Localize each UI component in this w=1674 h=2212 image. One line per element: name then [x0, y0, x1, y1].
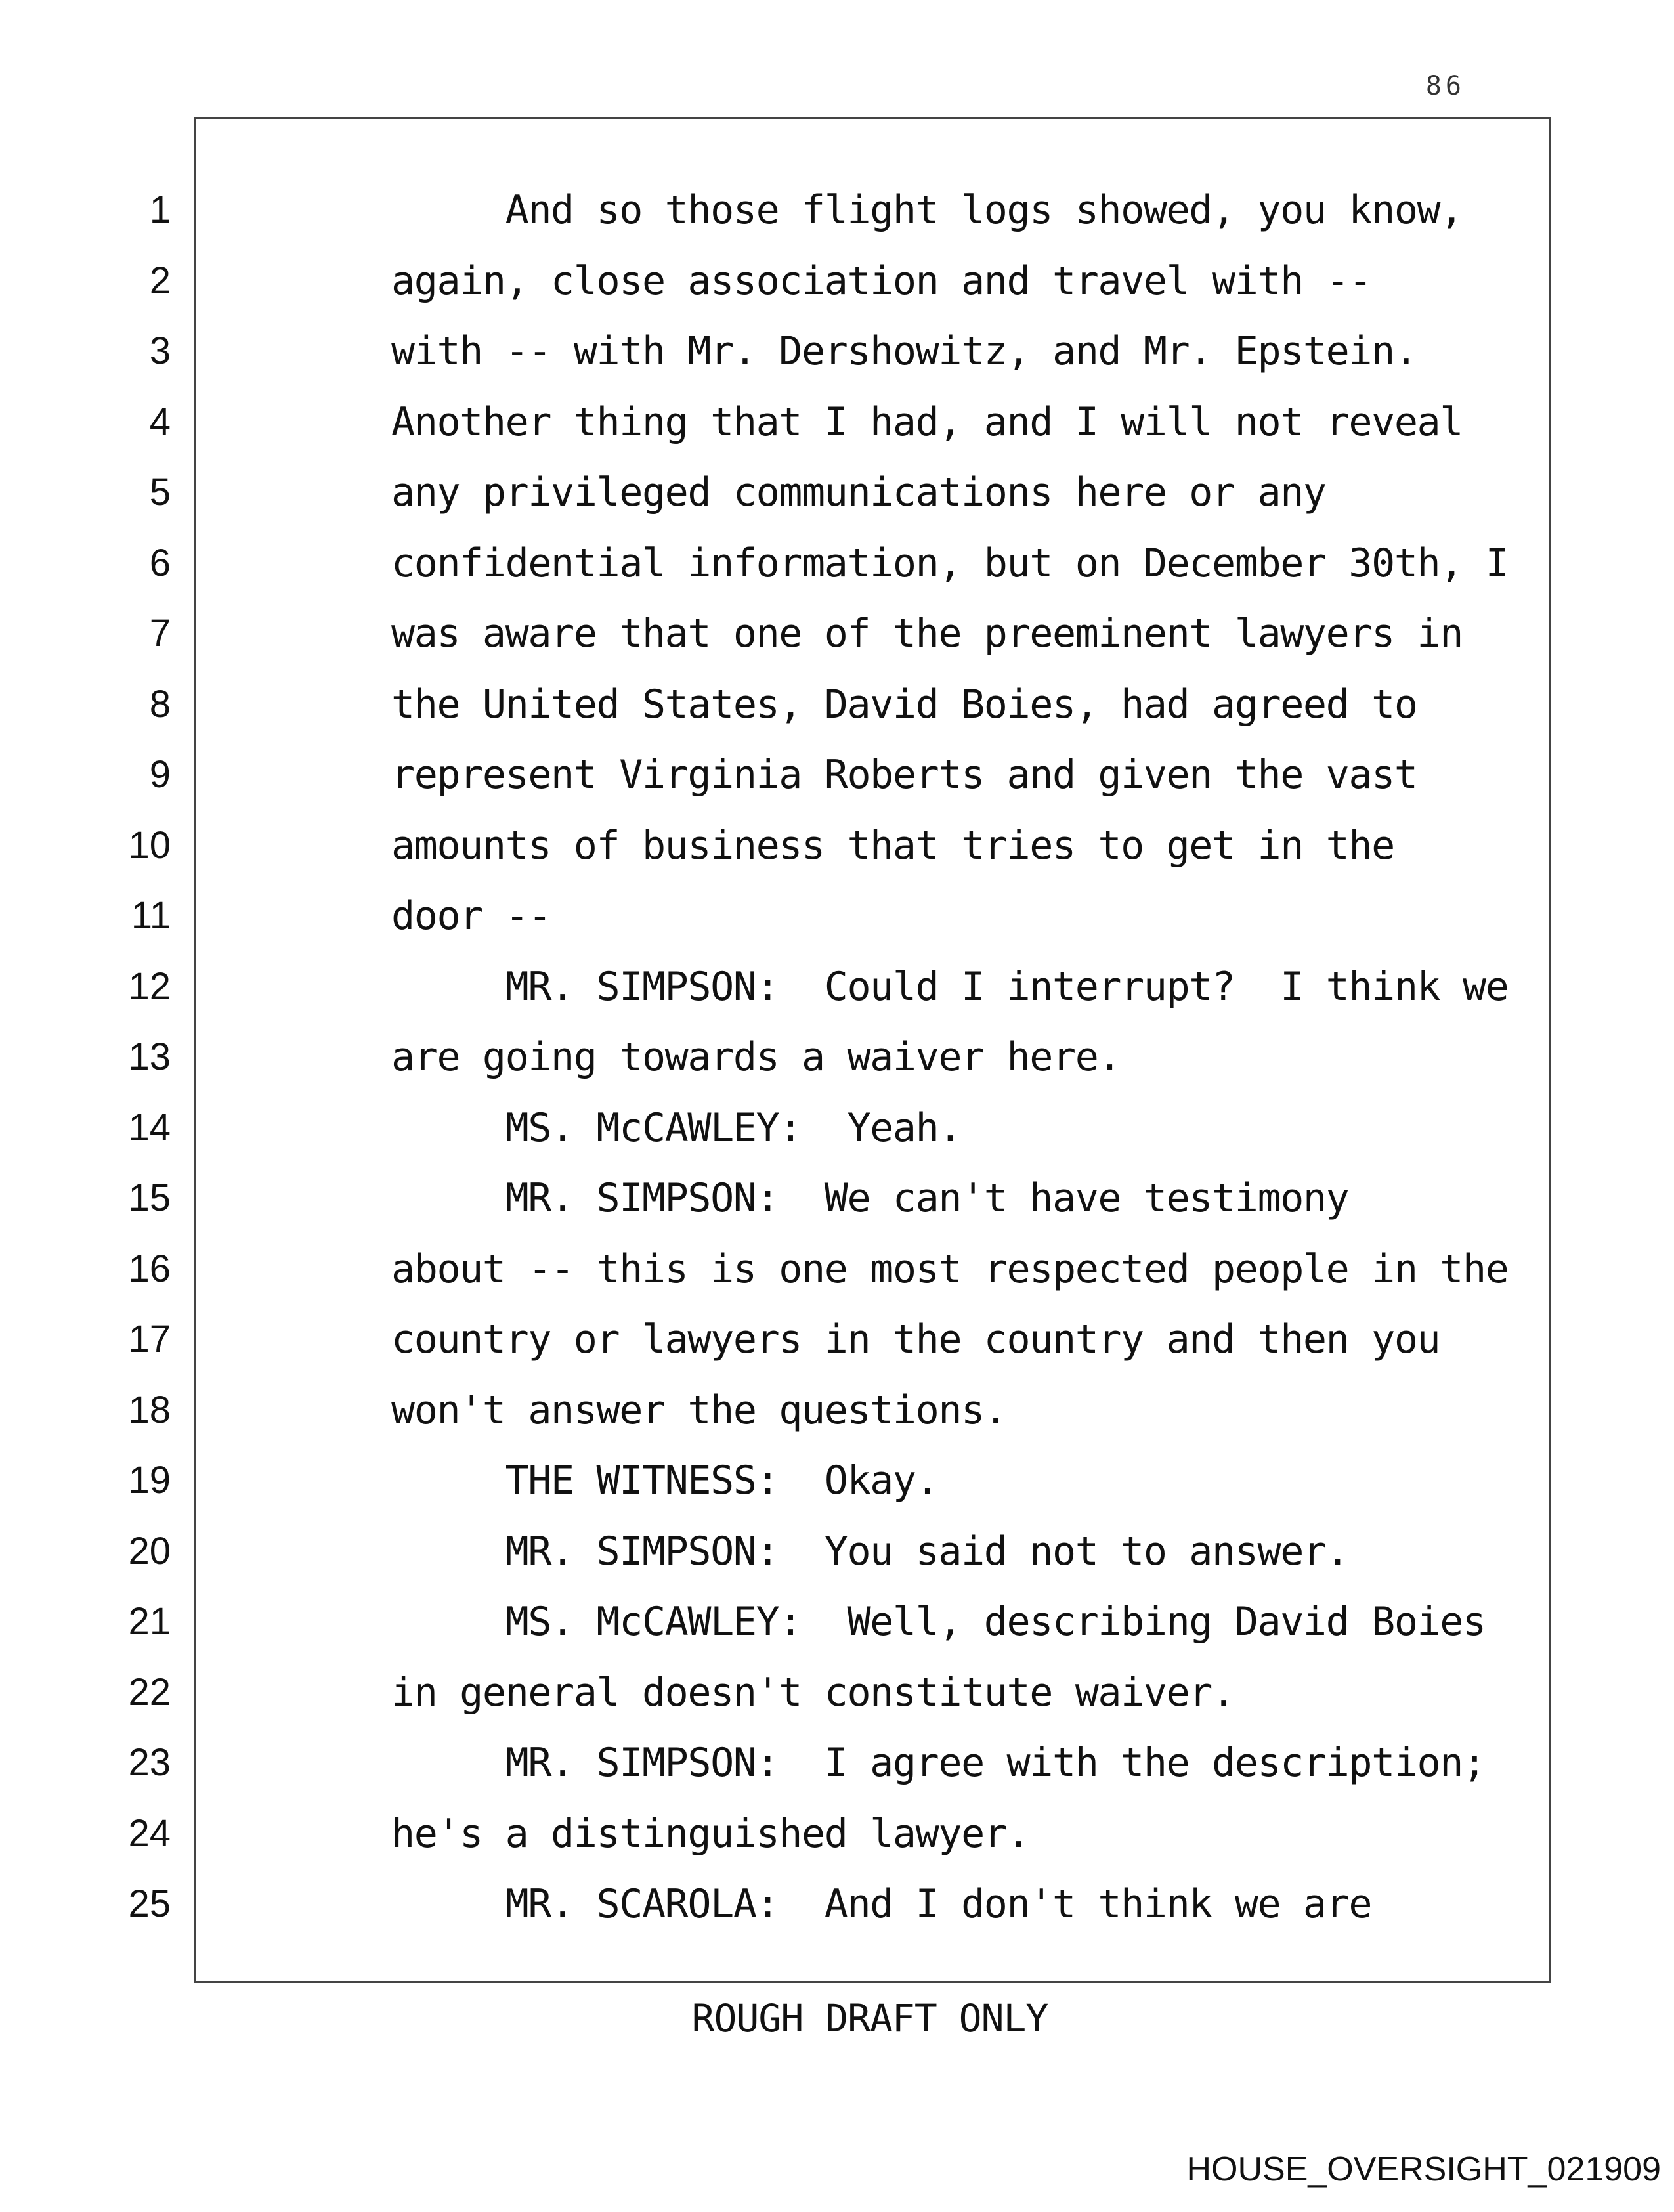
- line-number: 21: [128, 1600, 171, 1643]
- line-number: 1: [149, 188, 171, 231]
- line-number: 13: [128, 1035, 171, 1078]
- transcript-line: any privileged communications here or any: [391, 469, 1326, 515]
- transcript-line: was aware that one of the preeminent lawyers in: [391, 611, 1463, 657]
- line-number: 9: [149, 753, 171, 796]
- transcript-text: [391, 179, 1534, 1943]
- line-number: 11: [131, 894, 171, 937]
- line-number: 19: [128, 1459, 171, 1502]
- transcript-line: MR. SIMPSON: Could I interrupt? I think we: [391, 963, 1509, 1010]
- line-number: 10: [128, 823, 171, 867]
- transcript-line: with -- with Mr. Dershowitz, and Mr. Epstein.: [391, 328, 1417, 374]
- line-number: 23: [128, 1741, 171, 1784]
- transcript-line: he's a distinguished lawyer.: [391, 1810, 1030, 1857]
- transcript-line: MR. SIMPSON: You said not to answer.: [391, 1528, 1349, 1574]
- line-number: 8: [149, 682, 171, 726]
- transcript-line: confidential information, but on December 30th, I: [391, 540, 1509, 586]
- transcript-line: amounts of business that tries to get in the: [391, 822, 1394, 869]
- line-number: 20: [128, 1529, 171, 1572]
- transcript-line: country or lawyers in the country and then you: [391, 1316, 1440, 1362]
- transcript-line: MR. SCAROLA: And I don't think we are: [391, 1881, 1372, 1927]
- line-number-column: [79, 179, 171, 1943]
- transcript-line: represent Virginia Roberts and given the vast: [391, 752, 1417, 798]
- transcript-line: won't answer the questions.: [391, 1387, 1007, 1433]
- transcript-line: MR. SIMPSON: I agree with the description;: [391, 1740, 1486, 1786]
- line-number: 24: [128, 1811, 171, 1855]
- transcript-line: THE WITNESS: Okay.: [391, 1458, 939, 1504]
- transcript-line: MR. SIMPSON: We can't have testimony: [391, 1175, 1349, 1221]
- line-number: 6: [149, 541, 171, 584]
- transcript-line: MS. McCAWLEY: Yeah.: [391, 1104, 962, 1151]
- line-number: 15: [128, 1177, 171, 1219]
- line-number: 5: [149, 471, 171, 513]
- bates-number: HOUSE_OVERSIGHT_021909: [1186, 2150, 1661, 2188]
- line-number: 12: [128, 965, 171, 1008]
- line-number: 3: [149, 330, 171, 372]
- page-number: 86: [1425, 71, 1465, 101]
- line-number: 18: [128, 1388, 171, 1431]
- transcript-line: in general doesn't constitute waiver.: [391, 1669, 1235, 1716]
- rough-draft-footer: ROUGH DRAFT ONLY: [691, 1996, 1048, 2041]
- transcript-line: Another thing that I had, and I will not reveal: [391, 399, 1463, 445]
- transcript-line: are going towards a waiver here.: [391, 1034, 1121, 1080]
- line-number: 25: [128, 1882, 171, 1925]
- line-number: 4: [149, 400, 171, 443]
- transcript-line: the United States, David Boies, had agreed to: [391, 681, 1417, 727]
- line-number: 17: [128, 1318, 171, 1360]
- transcript-line: again, close association and travel with --: [391, 257, 1372, 304]
- transcript-line: about -- this is one most respected people in the: [391, 1246, 1509, 1292]
- transcript-line: MS. McCAWLEY: Well, describing David Boies: [391, 1599, 1486, 1645]
- transcript-line: door --: [391, 893, 551, 939]
- line-number: 22: [128, 1670, 171, 1714]
- line-number: 16: [128, 1247, 171, 1290]
- line-number: 7: [149, 612, 171, 655]
- transcript-line: And so those flight logs showed, you know,: [391, 187, 1463, 233]
- line-number: 2: [149, 259, 171, 302]
- line-number: 14: [128, 1106, 171, 1149]
